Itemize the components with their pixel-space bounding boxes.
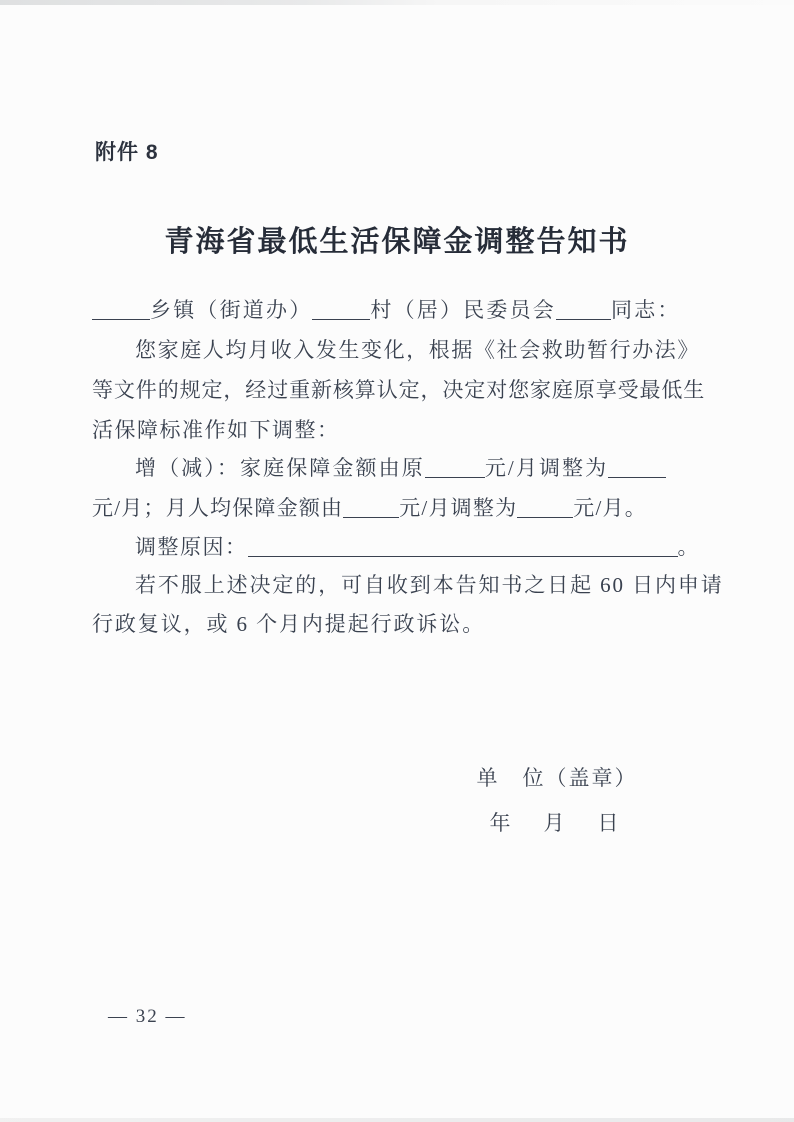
adjustment-line-2 bbox=[92, 494, 706, 524]
blank-village-name bbox=[312, 317, 370, 320]
reason-period: 。 bbox=[677, 535, 700, 559]
adjustment-seg-original: 增（减）：家庭保障金额由原 bbox=[135, 456, 425, 480]
salutation-seg-comrade: 同志： bbox=[611, 298, 681, 322]
reason-label: 调整原因： bbox=[135, 535, 248, 559]
adjustment-seg-per-month: 元/月。 bbox=[573, 496, 647, 520]
blank-family-new-amount bbox=[608, 475, 666, 478]
adjustment-seg-adjust-to: 元/月调整为 bbox=[484, 456, 609, 480]
adjustment-seg-percapita-adjust: 元/月调整为 bbox=[399, 496, 518, 520]
scan-edge-bottom bbox=[0, 1118, 794, 1122]
adjustment-line-1 bbox=[92, 454, 706, 484]
blank-family-original-amount bbox=[425, 475, 485, 478]
scan-edge-top bbox=[0, 0, 794, 5]
adjustment-seg-percapita: 元/月；月人均保障金额由 bbox=[92, 496, 344, 520]
blank-percapita-new-amount bbox=[517, 515, 573, 518]
blank-percapita-original-amount bbox=[343, 515, 399, 518]
page-number: — 32 — bbox=[108, 1006, 187, 1027]
reason-line bbox=[92, 533, 706, 563]
attachment-label: 附件 8 bbox=[95, 141, 159, 164]
blank-township-name bbox=[92, 317, 150, 320]
appeal-line-1: 若不服上述决定的，可自收到本告知书之日起 60 日内申请 bbox=[135, 573, 724, 597]
salutation-seg-township: 乡镇（街道办） bbox=[150, 298, 313, 322]
salutation-line bbox=[92, 296, 706, 326]
document-title: 青海省最低生活保障金调整告知书 bbox=[164, 226, 630, 258]
signature-block bbox=[468, 762, 646, 837]
signature-date: 年 月 日 bbox=[489, 811, 625, 835]
intro-line-1: 您家庭人均月收入发生变化，根据《社会救助暂行办法》 bbox=[135, 338, 700, 362]
blank-reason bbox=[248, 554, 678, 557]
signature-unit-seal: 单 位（盖章） bbox=[476, 766, 638, 790]
intro-line-2: 等文件的规定，经过重新核算认定，决定对您家庭原享受最低生 bbox=[92, 378, 706, 402]
blank-comrade-name bbox=[556, 317, 611, 320]
salutation-seg-committee: 村（居）民委员会 bbox=[370, 298, 557, 322]
intro-line-3: 活保障标准作如下调整： bbox=[92, 418, 340, 442]
appeal-line-2: 行政复议，或 6 个月内提起行政诉讼。 bbox=[92, 612, 486, 636]
